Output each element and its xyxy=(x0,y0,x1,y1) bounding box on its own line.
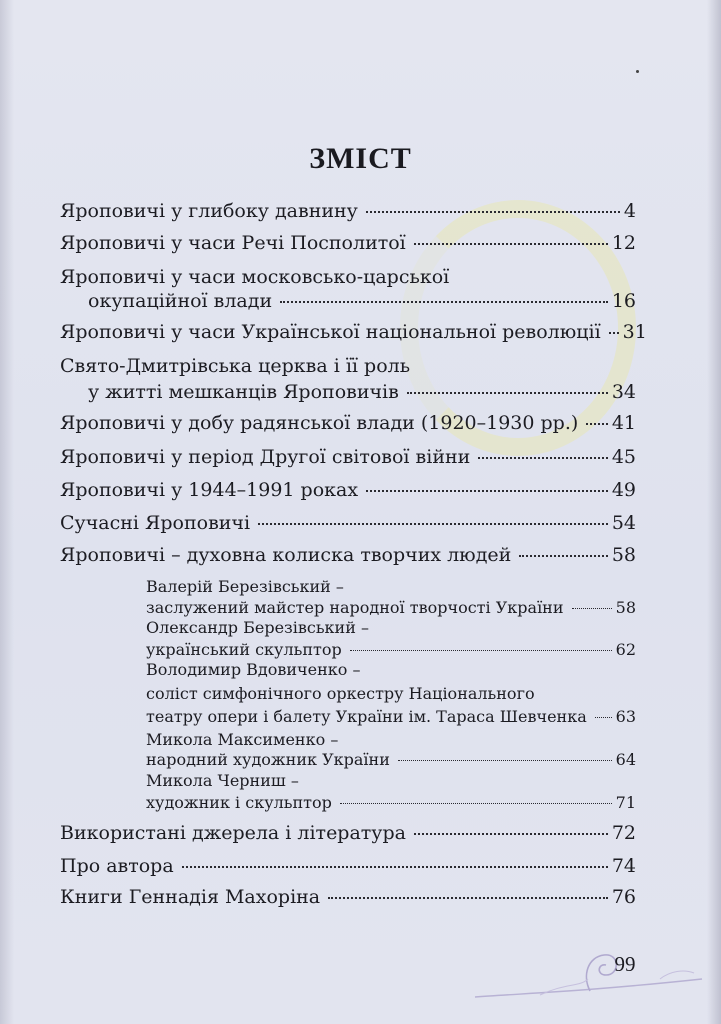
toc-entry-title: Яроповичі – духовна колиска творчих людей xyxy=(60,544,512,566)
dot-leader xyxy=(258,523,608,525)
toc-entry-line xyxy=(88,290,636,312)
toc-entry-line-continued xyxy=(146,771,299,790)
dot-leader xyxy=(350,650,612,651)
dot-leader xyxy=(586,423,608,425)
toc-page-number: 62 xyxy=(615,640,636,659)
toc-entry-title: Свято-Дмитрівська церква і її роль xyxy=(60,355,411,377)
toc-page-number: 31 xyxy=(622,321,647,343)
toc-entry-line-continued xyxy=(146,577,344,596)
toc-entry-line xyxy=(146,750,636,769)
toc-entry-title: Про автора xyxy=(60,855,174,877)
toc-entry-title: Сучасні Яроповичі xyxy=(60,512,251,534)
paper-speck xyxy=(636,70,639,73)
dot-leader xyxy=(595,717,612,718)
toc-entry-title: український скульптор xyxy=(146,640,342,659)
toc-entry-title: Яроповичі у часи московсько-царської xyxy=(60,266,450,288)
toc-page-number: 58 xyxy=(611,544,636,566)
dot-leader xyxy=(340,803,612,804)
toc-page-number: 63 xyxy=(615,707,636,726)
page-number-flourish xyxy=(470,935,710,1005)
dot-leader xyxy=(414,833,608,835)
toc-entry-line xyxy=(60,544,636,566)
toc-entry-line-continued xyxy=(60,355,410,377)
toc-entry-title: художник і скульптор xyxy=(146,793,332,812)
toc-entry-line-continued xyxy=(146,684,535,703)
toc-entry-title: Микола Черниш – xyxy=(146,771,299,790)
toc-page-number: 41 xyxy=(611,412,636,434)
dot-leader xyxy=(478,457,608,459)
toc-entry-title: Валерій Березівський – xyxy=(146,577,344,596)
toc-entry-title: окупаційної влади xyxy=(88,290,273,312)
toc-entry-line-continued xyxy=(146,730,338,749)
toc-entry-title: Володимир Вдовиченко – xyxy=(146,660,361,679)
dot-leader xyxy=(519,555,607,557)
toc-page-number: 64 xyxy=(615,750,636,769)
toc-entry-title: Використані джерела і література xyxy=(60,822,406,844)
toc-entry-line xyxy=(146,793,636,812)
dot-leader xyxy=(366,490,608,492)
toc-entry-line xyxy=(60,321,647,343)
dot-leader xyxy=(414,243,608,245)
toc-entry-line xyxy=(60,886,636,908)
toc-page-number: 76 xyxy=(611,886,636,908)
toc-entry-line xyxy=(146,640,636,659)
toc-page-number: 45 xyxy=(611,446,636,468)
toc-entry-line xyxy=(146,707,636,726)
dot-leader xyxy=(398,760,612,761)
dot-leader xyxy=(280,301,608,303)
toc-entry-title: Яроповичі у добу радянської влади (1920–1930 рр.) xyxy=(60,412,579,434)
dot-leader xyxy=(609,332,619,334)
toc-page-number: 34 xyxy=(611,381,636,403)
toc-entry-title: Яроповичі у період Другої світової війни xyxy=(60,446,471,468)
toc-entry-line xyxy=(60,855,636,877)
toc-page-number: 58 xyxy=(615,598,636,617)
toc-entry-title: Яроповичі у 1944–1991 роках xyxy=(60,479,359,501)
toc-entry-line-continued xyxy=(146,618,369,637)
dot-leader xyxy=(407,392,608,394)
toc-entry-title: театру опери і балету України ім. Тараса Шевченка xyxy=(146,707,587,726)
toc-entry-title: народний художник України xyxy=(146,750,390,769)
toc-entry-line xyxy=(146,598,636,617)
toc-page-number: 54 xyxy=(611,512,636,534)
toc-page-number: 12 xyxy=(611,232,636,254)
page-title: ЗМІСТ xyxy=(309,142,412,175)
toc-entry-line-continued xyxy=(146,660,360,679)
toc-entry-line xyxy=(88,381,636,403)
toc-entry-line xyxy=(60,200,636,222)
toc-page-number: 72 xyxy=(611,822,636,844)
page-number: 99 xyxy=(614,952,636,976)
toc-entry-line-continued xyxy=(60,266,449,288)
toc-page-number: 49 xyxy=(611,479,636,501)
dot-leader xyxy=(366,211,620,213)
toc-entry-title: Яроповичі у часи Української національної революції xyxy=(60,321,601,343)
dot-leader xyxy=(572,608,612,609)
toc-entry-title: Яроповичі у часи Речі Посполитої xyxy=(60,232,406,254)
toc-entry-line xyxy=(60,412,636,434)
toc-entry-line xyxy=(60,446,636,468)
toc-entry-title: соліст симфонічного оркестру Національного xyxy=(146,684,535,703)
toc-page-number: 4 xyxy=(623,200,636,222)
toc-page-number: 74 xyxy=(611,855,636,877)
toc-entry-line xyxy=(60,512,636,534)
toc-entry-line xyxy=(60,479,636,501)
dot-leader xyxy=(182,866,608,868)
toc-entry-title: у житті мешканців Яроповичів xyxy=(88,381,399,403)
toc-entry-title: Яроповичі у глибоку давнину xyxy=(60,200,358,222)
toc-entry-title: Книги Геннадія Махоріна xyxy=(60,886,321,908)
toc-entry-line xyxy=(60,232,636,254)
toc-page-number: 16 xyxy=(611,290,636,312)
toc-entry-title: заслужений майстер народної творчості України xyxy=(146,598,564,617)
toc-entry-line xyxy=(60,822,636,844)
toc-page-number: 71 xyxy=(615,793,636,812)
toc-entry-title: Микола Максименко – xyxy=(146,730,339,749)
dot-leader xyxy=(328,897,608,899)
toc-entry-title: Олександр Березівський – xyxy=(146,618,369,637)
